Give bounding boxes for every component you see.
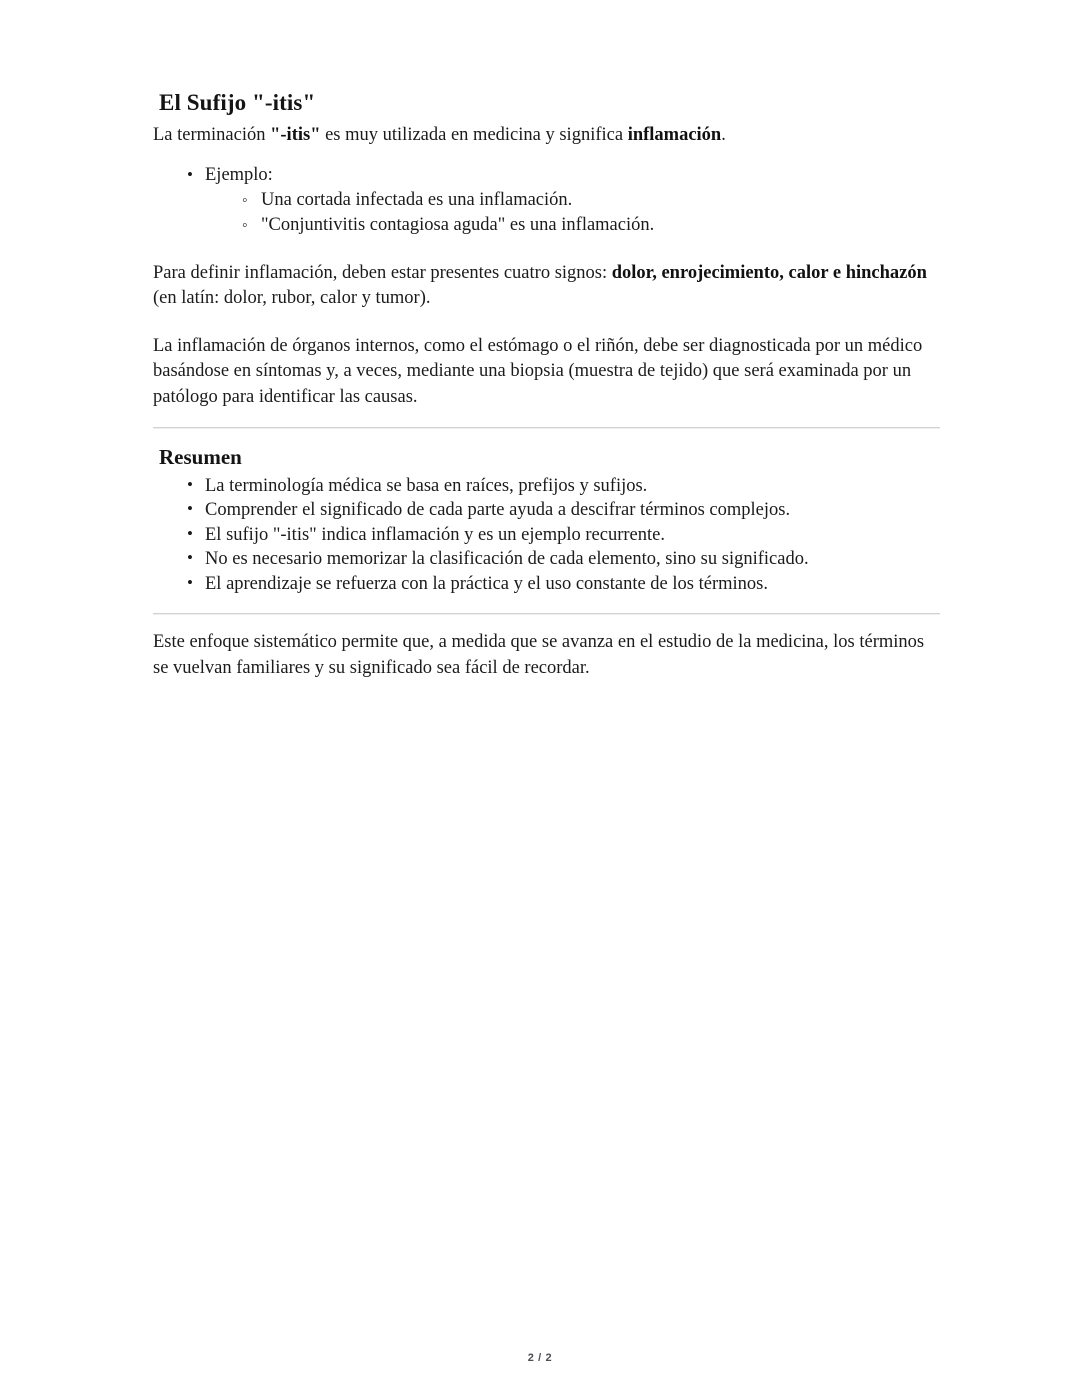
example-list — [153, 163, 940, 239]
example-label: Ejemplo: — [205, 164, 273, 185]
signs-paragraph — [153, 261, 940, 312]
section-divider-top — [153, 427, 940, 429]
example-sublist — [205, 188, 940, 239]
intro-text-before: La terminación — [153, 125, 271, 146]
intro-paragraph — [153, 123, 940, 149]
page-indicator: 2 / 2 — [527, 1352, 553, 1364]
organs-paragraph: La inflamación de órganos internos, como el estómago o el riñón, debe ser diagnosticada por un médico basándose en síntomas y, a veces, mediante una biopsia (muestra de tejido) que será examinada por un patólogo para identificar las causas. — [153, 335, 923, 407]
resumen-list — [153, 474, 940, 597]
section-divider-bottom — [153, 613, 940, 615]
list-item: • La terminología médica se basa en raíces, prefijos y sufijos. — [205, 474, 940, 499]
list-item — [205, 163, 940, 239]
list-item: • Comprender el significado de cada parte ayuda a descifrar términos complejos. — [205, 498, 940, 523]
list-item: • El sufijo "-itis" indica inflamación y es un ejemplo recurrente. — [205, 523, 940, 548]
list-item: ◦ Una cortada infectada es una inflamación. — [261, 188, 940, 214]
spacer — [153, 239, 940, 261]
list-item: ◦ "Conjuntivitis contagiosa aguda" es una inflamación. — [261, 213, 940, 239]
resumen-heading: Resumen — [159, 445, 242, 470]
signs-text-before: Para definir inflamación, deben estar presentes cuatro signos: — [153, 262, 612, 283]
signs-text-after: (en latín: dolor, rubor, calor y tumor). — [153, 288, 431, 309]
intro-text-middle: es muy utilizada en medicina y significa — [320, 125, 628, 146]
document-content — [153, 88, 940, 681]
intro-bold-meaning: inflamación — [627, 125, 722, 146]
page-footer — [0, 1352, 1080, 1364]
closing-paragraph: Este enfoque sistemático permite que, a medida que se avanza en el estudio de la medicina, los términos se vuelvan familiares y su significado sea fácil de recordar. — [153, 632, 925, 678]
list-item: • El aprendizaje se refuerza con la práctica y el uso constante de los términos. — [205, 572, 940, 597]
page-title: El Sufijo "-itis" — [159, 90, 316, 115]
list-item: • No es necesario memorizar la clasificación de cada elemento, sino su significado. — [205, 547, 940, 572]
intro-text-after: . — [721, 125, 726, 146]
signs-bold-list: dolor, enrojecimiento, calor e hinchazón — [611, 262, 927, 283]
spacer — [153, 149, 940, 163]
intro-bold-suffix: "-itis" — [270, 125, 321, 146]
